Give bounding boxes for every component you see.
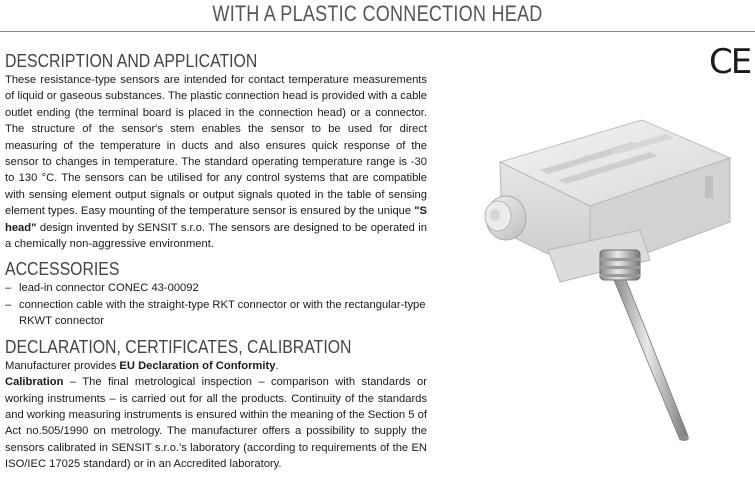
thread-ring xyxy=(600,266,640,269)
main-content xyxy=(5,50,427,473)
manufacturer-suffix: . xyxy=(275,359,279,372)
accessories-heading: ACCESSORIES xyxy=(5,259,120,280)
thread-ring xyxy=(600,258,640,261)
page-header xyxy=(0,0,755,31)
description-text-part1: These resistance-type sensors are intended for contact temperature measurements of liquid or gaseous substances. The plastic connection head is provided with a cable outlet ending (the terminal board is placed in the connection head) or a connector. The structure of the sensor's stem enables the sensor to be used for direct measuring of the temperature in ducts and also ensures quick response of the sensor to changes in temperature. The standard operating temperature range is -30 to 130 °C. The sensors can be utilised for any control systems that are compatible with sensing element output signals or output signals quoted in the table of sensing element types. Easy mounting of the temperature sensor is ensured by the unique xyxy=(5,74,427,218)
page-title: WITH A PLASTIC CONNECTION HEAD xyxy=(212,1,543,26)
description-section xyxy=(5,50,427,252)
sensor-stem xyxy=(614,280,688,440)
manufacturer-prefix: Manufacturer provides xyxy=(5,359,120,372)
dash-bullet: – xyxy=(5,282,12,295)
list-item xyxy=(5,297,427,330)
description-text xyxy=(5,72,427,252)
dash-bullet: – xyxy=(5,298,12,311)
calibration-label: Calibration xyxy=(5,376,64,389)
manufacturer-line xyxy=(5,358,427,374)
ce-mark-logo: CE xyxy=(709,42,751,82)
list-item-text: lead-in connector CONEC 43-00092 xyxy=(19,282,199,295)
description-text-part2: design invented by SENSIT s.r.o. The sensors are designed to be operated in a chemically non-aggressive environment. xyxy=(5,221,427,251)
list-item-text: connection cable with the straight-type RKT connector or with the rectangular-type RKWT connector xyxy=(19,298,426,328)
accessories-list xyxy=(5,280,427,329)
accessories-section xyxy=(5,258,427,329)
thread-ring xyxy=(600,274,640,277)
stem-tip xyxy=(679,435,689,441)
header-divider xyxy=(0,31,755,32)
housing-slot xyxy=(705,176,713,198)
description-heading: DESCRIPTION AND APPLICATION xyxy=(5,51,258,71)
calibration-body: – The final metrological inspection – comparison with standards or working instruments – is carried out for all the products. Continuity of the standards and working measuring instruments is ensured within the meaning of the Section 5 of Act no.505/1990 on metrology. The manufacturer offers a possibility to supply the sensors calibrated in SENSIT s.r.o.'s laboratory (according to requirements of the EN ISO/IEC 17025 standard) or in an Accredited laboratory. xyxy=(5,376,427,471)
list-item xyxy=(5,280,427,296)
eu-declaration-term: EU Declaration of Conformity xyxy=(119,359,276,372)
calibration-text xyxy=(5,374,427,472)
declaration-heading: DECLARATION, CERTIFICATES, CALIBRATION xyxy=(5,336,352,357)
declaration-section xyxy=(5,336,427,473)
description-bold-term: "S head" xyxy=(5,205,427,234)
gland-hole xyxy=(490,209,500,221)
temperature-sensor-image xyxy=(480,110,742,480)
